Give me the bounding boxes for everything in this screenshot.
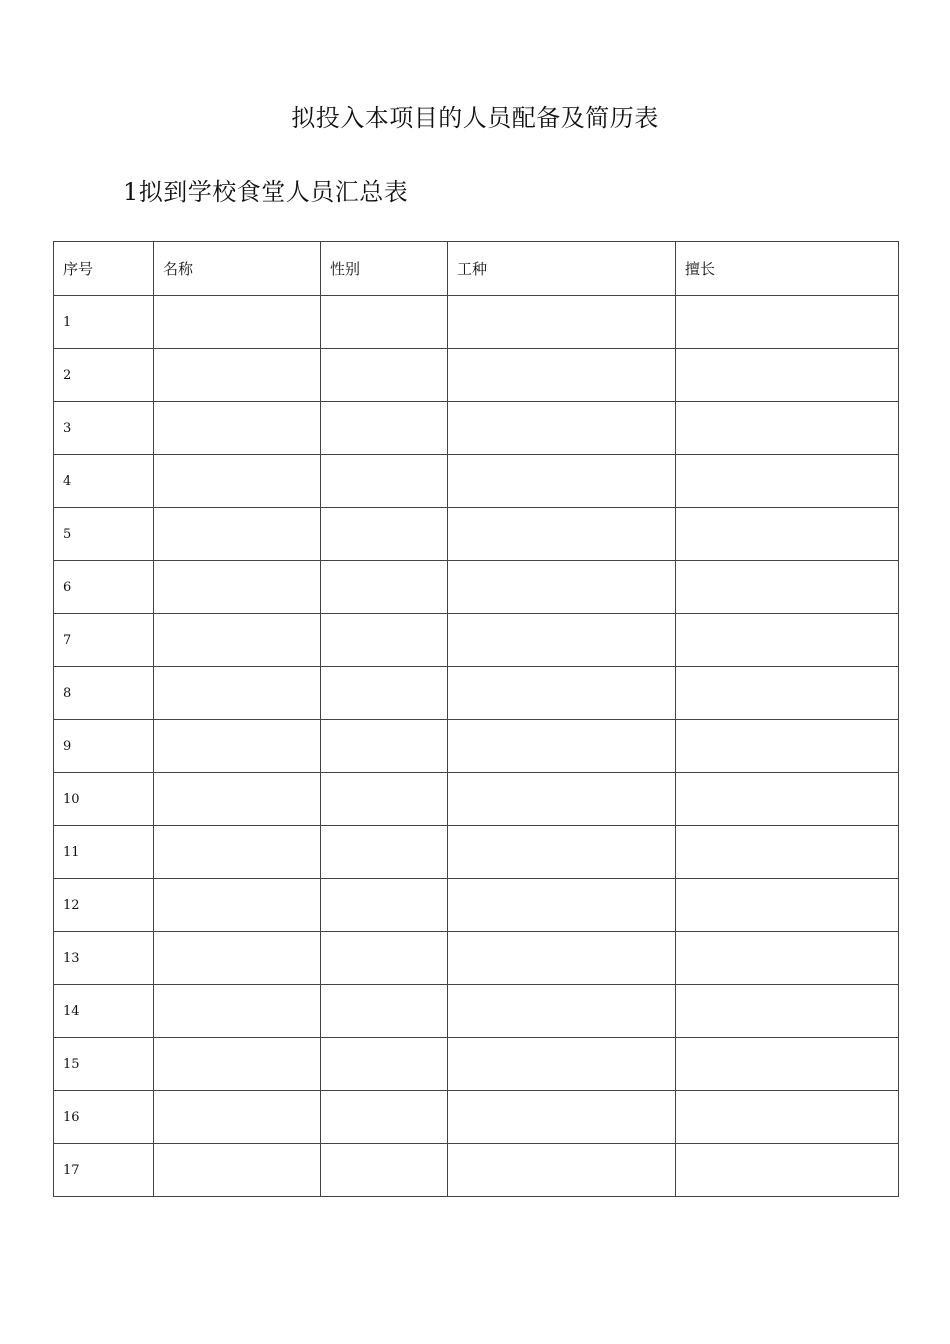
cell-serial-number: 14 [54, 985, 154, 1038]
table-row [54, 349, 899, 402]
cell-serial-number: 16 [54, 1091, 154, 1144]
cell-gender [321, 985, 448, 1038]
cell-serial-number: 4 [54, 455, 154, 508]
cell-job-type [448, 402, 676, 455]
table-header-row [54, 242, 899, 296]
header-specialty: 擅长 [676, 242, 899, 296]
cell-gender [321, 720, 448, 773]
table-row [54, 773, 899, 826]
header-gender: 性别 [321, 242, 448, 296]
cell-serial-number: 9 [54, 720, 154, 773]
cell-serial-number: 17 [54, 1144, 154, 1197]
cell-gender [321, 508, 448, 561]
cell-gender [321, 773, 448, 826]
header-serial-number: 序号 [54, 242, 154, 296]
cell-job-type [448, 508, 676, 561]
cell-serial-number: 6 [54, 561, 154, 614]
cell-name [154, 402, 321, 455]
cell-name [154, 1091, 321, 1144]
cell-specialty [676, 826, 899, 879]
cell-serial-number: 2 [54, 349, 154, 402]
cell-name [154, 1038, 321, 1091]
table-row [54, 985, 899, 1038]
cell-specialty [676, 296, 899, 349]
cell-job-type [448, 455, 676, 508]
cell-gender [321, 349, 448, 402]
table-row [54, 932, 899, 985]
cell-gender [321, 1038, 448, 1091]
cell-job-type [448, 561, 676, 614]
cell-gender [321, 826, 448, 879]
cell-specialty [676, 349, 899, 402]
cell-name [154, 455, 321, 508]
document-title: 拟投入本项目的人员配备及简历表 [291, 104, 659, 132]
cell-gender [321, 561, 448, 614]
cell-gender [321, 402, 448, 455]
cell-gender [321, 1091, 448, 1144]
cell-gender [321, 667, 448, 720]
cell-name [154, 826, 321, 879]
cell-specialty [676, 1144, 899, 1197]
cell-job-type [448, 614, 676, 667]
cell-serial-number: 3 [54, 402, 154, 455]
cell-specialty [676, 720, 899, 773]
table-row [54, 561, 899, 614]
cell-name [154, 667, 321, 720]
section-title: 1拟到学校食堂人员汇总表 [123, 178, 409, 206]
cell-specialty [676, 667, 899, 720]
table-row [54, 508, 899, 561]
cell-name [154, 296, 321, 349]
cell-serial-number: 7 [54, 614, 154, 667]
cell-serial-number: 8 [54, 667, 154, 720]
table-row [54, 826, 899, 879]
cell-gender [321, 932, 448, 985]
cell-specialty [676, 455, 899, 508]
cell-specialty [676, 614, 899, 667]
table-row [54, 879, 899, 932]
table-row [54, 455, 899, 508]
cell-gender [321, 614, 448, 667]
cell-specialty [676, 1038, 899, 1091]
staff-summary-table [53, 241, 899, 1197]
cell-serial-number: 5 [54, 508, 154, 561]
cell-gender [321, 1144, 448, 1197]
cell-job-type [448, 1091, 676, 1144]
cell-name [154, 1144, 321, 1197]
cell-name [154, 349, 321, 402]
cell-job-type [448, 932, 676, 985]
table-body [54, 296, 899, 1197]
cell-specialty [676, 879, 899, 932]
header-name: 名称 [154, 242, 321, 296]
cell-name [154, 932, 321, 985]
cell-specialty [676, 773, 899, 826]
table-row [54, 720, 899, 773]
cell-serial-number: 10 [54, 773, 154, 826]
cell-name [154, 614, 321, 667]
cell-job-type [448, 1038, 676, 1091]
cell-name [154, 508, 321, 561]
header-job-type: 工种 [448, 242, 676, 296]
table-row [54, 1144, 899, 1197]
cell-job-type [448, 826, 676, 879]
cell-job-type [448, 773, 676, 826]
cell-job-type [448, 879, 676, 932]
cell-serial-number: 13 [54, 932, 154, 985]
cell-job-type [448, 1144, 676, 1197]
cell-specialty [676, 402, 899, 455]
cell-specialty [676, 985, 899, 1038]
cell-serial-number: 11 [54, 826, 154, 879]
table-row [54, 667, 899, 720]
cell-gender [321, 296, 448, 349]
cell-job-type [448, 667, 676, 720]
cell-job-type [448, 720, 676, 773]
cell-serial-number: 1 [54, 296, 154, 349]
table-row [54, 296, 899, 349]
cell-name [154, 985, 321, 1038]
cell-job-type [448, 349, 676, 402]
cell-specialty [676, 508, 899, 561]
cell-job-type [448, 296, 676, 349]
cell-name [154, 879, 321, 932]
cell-job-type [448, 985, 676, 1038]
cell-gender [321, 879, 448, 932]
table-row [54, 614, 899, 667]
cell-name [154, 720, 321, 773]
cell-name [154, 561, 321, 614]
cell-serial-number: 12 [54, 879, 154, 932]
cell-gender [321, 455, 448, 508]
cell-name [154, 773, 321, 826]
table-row [54, 402, 899, 455]
table-row [54, 1091, 899, 1144]
cell-specialty [676, 1091, 899, 1144]
cell-specialty [676, 932, 899, 985]
cell-specialty [676, 561, 899, 614]
cell-serial-number: 15 [54, 1038, 154, 1091]
table-row [54, 1038, 899, 1091]
